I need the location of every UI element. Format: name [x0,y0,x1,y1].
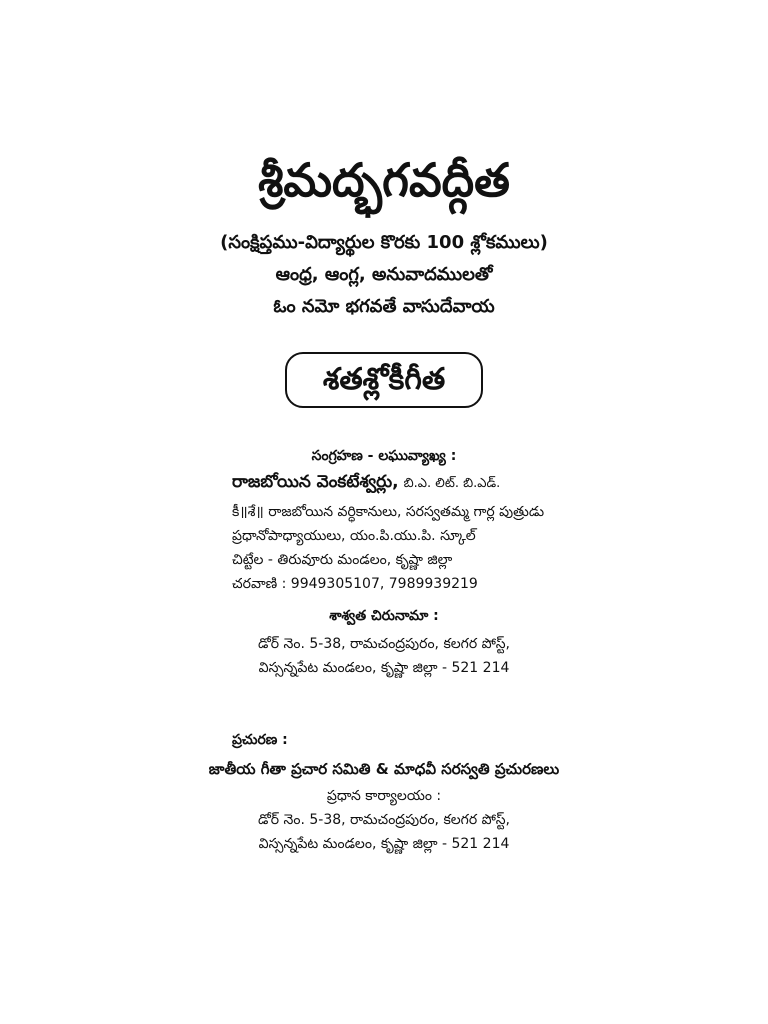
publisher-heading: ప్రచురణ : [232,732,288,748]
compiler-location: చిట్టేల - తిరువూరు మండలం, కృష్ణా జిల్లా [232,552,453,568]
permanent-address-line1: డోర్ నెం. 5-38, రామచంద్రపురం, కలగర పోస్ట్, [257,636,510,652]
publisher-office-heading: ప్రధాన కార్యాలయం : [326,788,442,804]
compiler-phone: చరవాణి : 9949305107, 7989939219 [232,576,478,592]
compiler-name: రాజబోయిన వెంకటేశ్వర్లు, [232,472,399,492]
book-title: శ్రీమద్భగవద్గీత [258,153,510,207]
compiler-degrees: బి.ఎ. లిట్. బి.ఎడ్. [403,476,501,491]
publisher-address-line1: డోర్ నెం. 5-38, రామచంద్రపురం, కలగర పోస్ట్, [257,812,510,828]
publisher-name: జాతీయ గీతా ప్రచార సమితి & మాధవీ సరస్వతి ప్రచురణలు [208,760,560,778]
publisher-address-line2: విస్సన్నపేట మండలం, కృష్ణా జిల్లా - 521 214 [258,836,510,852]
invocation: ఓం నమో భగవతే వాసుదేవాయ [273,296,495,317]
permanent-address-line2: విస్సన్నపేట మండలం, కృష్ణా జిల్లా - 521 214 [258,660,510,676]
compiler-heading: సంగ్రహణ - లఘువ్యాఖ్య : [311,448,457,464]
boxed-title: శతశ్లోకీగీత [285,352,483,408]
book-subtitle: (సంక్షిప్తము-విద్యార్థుల కొరకు 100 శ్లోకములు) [220,232,548,253]
boxed-title-wrap [0,352,768,408]
translation-note: ఆంధ్ర, ఆంగ్ల, అనువాదములతో [275,264,493,285]
compiler-position: ప్రధానోపాధ్యాయులు, యం.పి.యు.పి. స్కూల్ [232,528,476,544]
compiler-parents: కీ॥శే॥ రాజబోయిన వర్ధికానులు, సరస్వతమ్మ గార్ల పుత్రుడు [232,504,545,520]
compiler-name-line [232,472,692,496]
permanent-address-heading: శాశ్వత చిరునామా : [329,608,439,624]
